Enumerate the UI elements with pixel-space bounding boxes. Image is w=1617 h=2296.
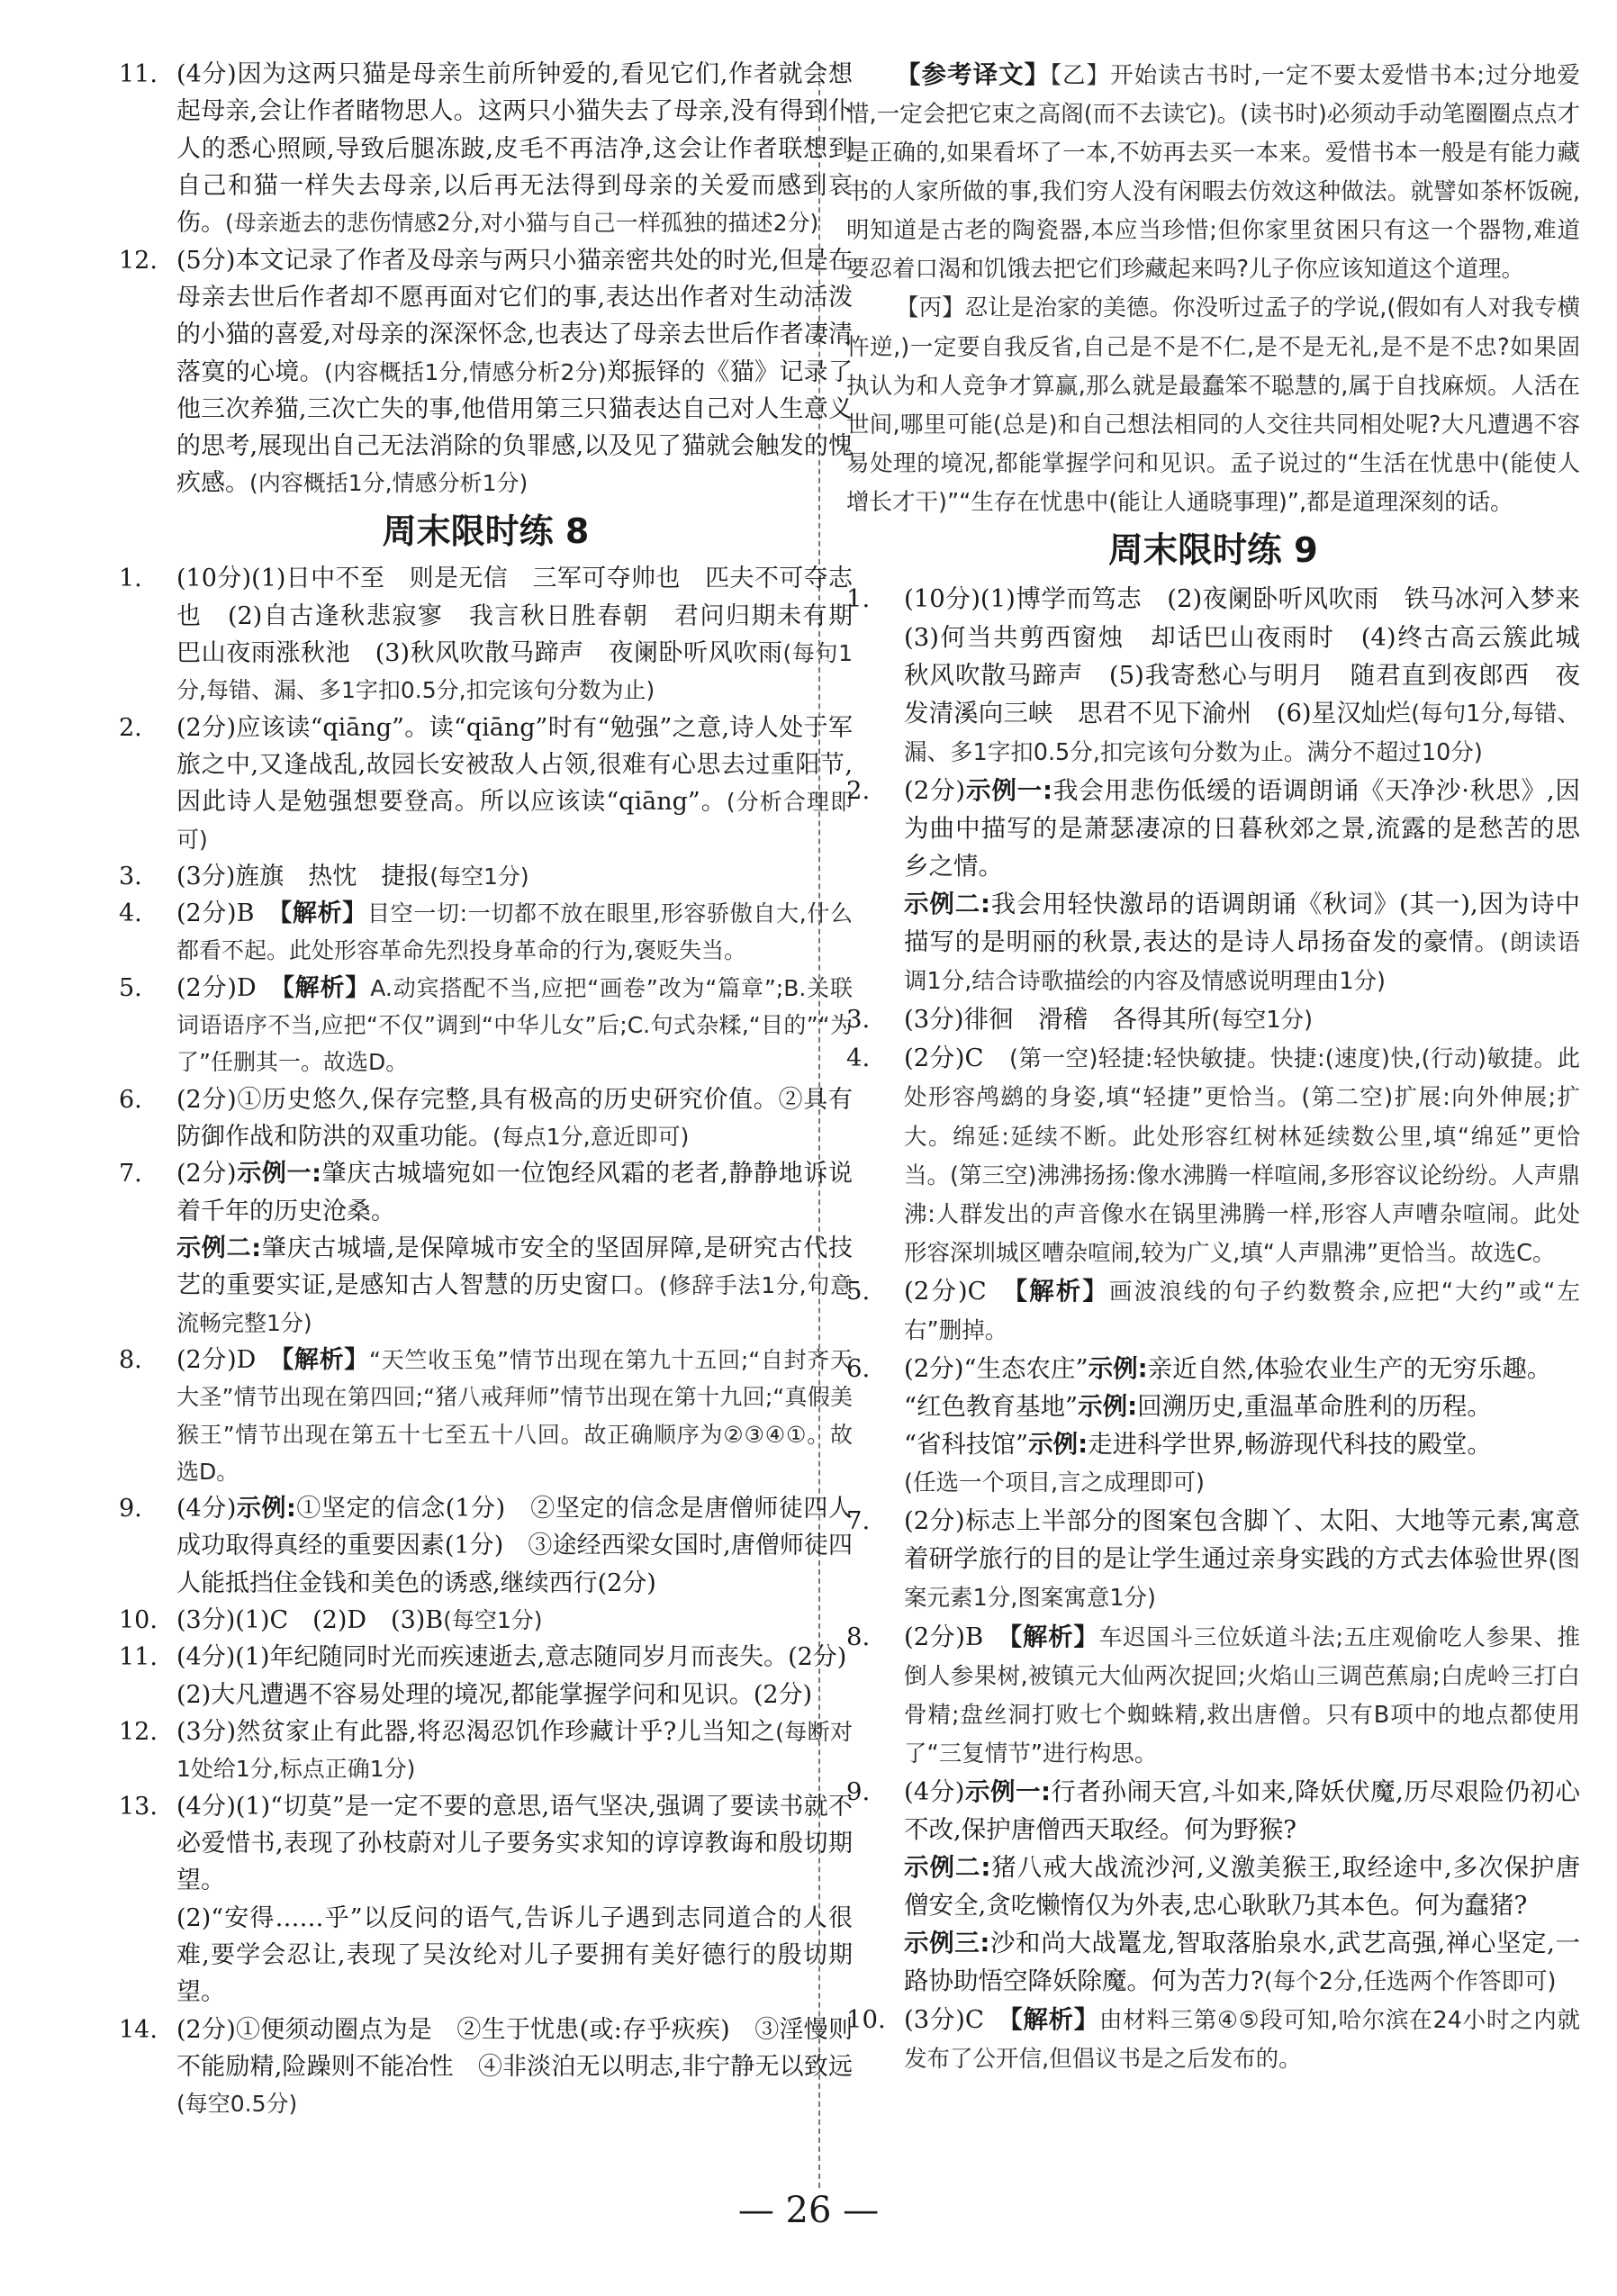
left-column [119, 56, 877, 2122]
s8-answer-8: 8. (2分)D 【解析】“天竺收玉兔”情节出现在第九十五回;“自封齐天大圣”情节出现在第四回;“猪八戒拜师”情节出现在第十九回;“真假美猴王”情节出现在第五十七至五十八回。故正确顺序为②③④①。故选D。 [119, 1345, 854, 1485]
s8-answer-9: 9. (4分)示例:①坚定的信念(1分) ②坚定的信念是唐僧师徒四人成功取得真经的重要因素(1分) ③途经西梁女国时,唐僧师徒四人能抵挡住金钱和美色的诱惑,继续西行(2分) [119, 1495, 853, 1597]
s9-answer-7: 7. (2分)标志上半部分的图案包含脚丫、太阳、大地等元素,寓意着研学旅行的目的是让学生通过亲身实践的方式去体验世界(图案元素1分,图案寓意1分) [846, 1506, 1581, 1613]
s9-answer-10: 10. (3分)C 【解析】由材料三第④⑤段可知,哈尔滨在24小时之内就发布了公开信,但倡议书是之后发布的。 [846, 2005, 1581, 2074]
s9-answer-1: 1. (10分)(1)博学而笃志 (2)夜阑卧听风吹雨 铁马冰河入梦来 (3)何当共剪西窗烛 却话巴山夜雨时 (4)终古高云簇此城 秋风吹散马蹄声 (5)我寄愁心与明月 随君直到夜郎西 夜发清溪向三峡 思君不见下渝州 (6)星汉灿烂(每句1分,每错、漏、多1字扣0.5分,扣完该句分数为止。满分不超过10分) [846, 584, 1605, 766]
translation-yi: 【参考译文】【乙】开始读古书时,一定不要太爱惜书本;过分地爱惜,一定会把它束之高阁(而不去读它)。(读书时)必须动手动笔圈圈点点才是正确的,如果看坏了一本,不妨再去买一本来。爱惜书本一般是有能力藏书的人家所做的事,我们穷人没有闲暇去仿效这种做法。就譬如茶杯饭碗,明知道是古老的陶瓷器,本应当珍惜;但你家里贫困只有这一个器物,难道要忍着口渴和饥饿去把它们珍藏起来吗?儿子你应该知道这个道理。 [846, 60, 1580, 284]
s8-answer-2: 2. (2分)应该读“qiāng”。读“qiāng”时有“勉强”之意,诗人处于军旅之中,又逢战乱,故园长安被敌人占领,很难有心思去过重阳节,因此诗人是勉强想要登高。所以应该读“qiāng”。(分析合理即可) [119, 713, 854, 853]
s8-answer-12: 12. (3分)然贫家止有此器,将忍渴忍饥作珍藏计乎?儿当知之(每断对1处给1分,标点正确1分) [119, 1718, 853, 1783]
s8-answer-14: 14. (2分)①便须动圈点为是 ②生于忧患(或:存乎疢疾) ③淫慢则不能励精,险躁则不能冶性 ④非淡泊无以明志,非宁静无以致远(每空0.5分) [119, 2015, 853, 2118]
s8-answer-5: 5. (2分)D 【解析】A.动宾搭配不当,应把“画卷”改为“篇章”;B.关联词语语序不当,应把“不仅”调到“中华儿女”后;C.句式杂糅,“目的”“为了”任删其一。故选D。 [119, 973, 854, 1076]
answer-12-prev: 12. (5分)本文记录了作者及母亲与两只小猫亲密共处的时光,但是在母亲去世后作者却不愿再面对它们的事,表达出作者对生动活泼的小猫的喜爱,对母亲的深深怀念,也表达了母亲去世后作者凄清落寞的心境。(内容概括1分,情感分析2分)郑振铎的《猫》记录了他三次养猫,三次亡失的事,他借用第三只猫表达自己对人生意义的思考,展现出自己无法消除的负罪感,以及见了猫就会触发的愧疚感。(内容概括1分,情感分析1分) [119, 246, 854, 498]
section-title-9: 周末限时练 9 [1108, 529, 1318, 571]
s9-answer-8: 8. (2分)B 【解析】车迟国斗三位妖道斗法;五庄观偷吃人参果、推倒人参果树,被镇元大仙两次捉回;火焰山三调芭蕉扇;白虎岭三打白骨精;盘丝洞打败七个蜘蛛精,救出唐僧。只有B项中的地点都使用了“三复情节”进行构思。 [846, 1622, 1580, 1767]
s9-answer-3: 3. (3分)徘徊 滑稽 各得其所(每空1分) [846, 1005, 1314, 1035]
s8-answer-13: 13. (4分)(1)“切莫”是一定不要的意思,语气坚决,强调了要读书就不必爱惜书,表现了孙枝蔚对儿子要务实求知的谆谆教诲和殷切期望。 (2)“安得……乎”以反问的语气,告诉儿子遇到志同道合的人很难,要学会忍让,表现了吴汝纶对儿子要拥有美好德行的殷切期望。 [119, 1792, 853, 2007]
s8-answer-7: 7. (2分)示例一:肇庆古城墙宛如一位饱经风霜的老者,静静地诉说着千年的历史沧桑。 示例二:肇庆古城墙,是保障城市安全的坚固屏障,是研究古代技艺的重要实证,是感知古人智慧的历史窗口。(修辞手法1分,句意流畅完整1分) [119, 1160, 853, 1336]
right-column [846, 56, 1605, 2078]
s9-answer-5: 5. (2分)C 【解析】画波浪线的句子约数赘余,应把“大约”或“左右”删掉。 [846, 1276, 1580, 1344]
s8-answer-10: 10. (3分)(1)C (2)D (3)B(每空1分) [119, 1606, 543, 1635]
page-number: — 26 — [737, 2190, 880, 2231]
s8-answer-1: 1. (10分)(1)日中不至 则是无信 三军可夺帅也 匹夫不可夺志也 (2)自古逢秋悲寂寥 我言秋日胜春朝 君问归期未有期 巴山夜雨涨秋池 (3)秋风吹散马蹄声 夜阑卧听风吹雨(每句1分,每错、漏、多1字扣0.5分,扣完该句分数为止) [119, 565, 877, 704]
s9-answer-4: 4. (2分)C (第一空)轻捷:轻快敏捷。快捷:(速度)快,(行动)敏捷。此处形容鸬鹚的身姿,填“轻捷”更恰当。(第二空)扩展:向外伸展;扩大。绵延:延续不断。此处形容红树林延续数公里,填“绵延”更恰当。(第三空)沸沸扬扬:像水沸腾一样喧闹,多形容议论纷纷。人声鼎沸:人群发出的声音像水在锅里沸腾一样,形容人声嘈杂喧闹。此处形容深圳城区嘈杂喧闹,较为广义,填“人声鼎沸”更恰当。故选C。 [846, 1044, 1580, 1267]
answer-11-prev: 11. (4分)因为这两只猫是母亲生前所钟爱的,看见它们,作者就会想起母亲,会让作者睹物思人。这两只小猫失去了母亲,没有得到仆人的悉心照顾,导致后腿冻跛,皮毛不再洁净,这会让作者联想到自己和猫一样失去母亲,以后再无法得到母亲的关爱而感到哀伤。(母亲逝去的悲伤情感2分,对小猫与自己一样孤独的描述2分) [119, 60, 853, 238]
translation-bing: 【丙】忍让是治家的美德。你没听过孟子的学说,(假如有人对我专横忤逆,)一定要自我反省,自己是不是不仁,是不是无礼,是不是不忠?如果固执认为和人竞争才算赢,那么就是最蠢笨不聪慧的,属于自找麻烦。人活在世间,哪里可能(总是)和自己想法相同的人交往共同相处呢?大凡遭遇不容易处理的境况,都能掌握学问和见识。孟子说过的“生活在忧患中(能使人增长才干)”“生存在忧患中(能让人通晓事理)”,都是道理深刻的话。 [846, 294, 1580, 516]
s8-answer-4: 4. (2分)B 【解析】目空一切:一切都不放在眼里,形容骄傲自大,什么都看不起。此处形容革命先烈投身革命的行为,褒贬失当。 [119, 899, 853, 964]
s9-answer-6: 6. (2分)“生态农庄”示例:亲近自然,体验农业生产的无穷乐趣。 “红色教育基地”示例:回溯历史,重温革命胜利的历程。 “省科技馆”示例:走进科学世界,畅游现代科技的殿堂。 (任选一个项目,言之成理即可) [846, 1354, 1552, 1497]
s9-answer-2: 2. (2分)示例一:我会用悲伤低缓的语调朗诵《天净沙·秋思》,因为曲中描写的是萧瑟凄凉的日暮秋郊之景,流露的是愁苦的思乡之情。 示例二:我会用轻快激昂的语调朗诵《秋词》(其一),因为诗中描写的是明丽的秋景,表达的是诗人昂扬奋发的豪情。(朗读语调1分,结合诗歌描绘的内容及情感说明理由1分) [846, 775, 1581, 996]
s9-answer-9: 9. (4分)示例一:行者孙闹天宫,斗如来,降妖伏魔,历尽艰险仍初心不改,保护唐僧西天取经。何为野猴? 示例二:猪八戒大战流沙河,义激美猴王,取经途中,多次保护唐僧安全,贪吃懒惰仅为外表,忠心耿耿乃其本色。何为蠢猪? 示例三:沙和尚大战鼍龙,智取落胎泉水,武艺高强,禅心坚定,一路协助悟空降妖除魔。何为苦力?(每个2分,任选两个作答即可) [846, 1776, 1580, 1996]
s8-answer-6: 6. (2分)①历史悠久,保存完整,具有极高的历史研究价值。②具有防御作战和防洪的双重功能。(每点1分,意近即可) [119, 1085, 853, 1152]
s8-answer-11: 11. (4分)(1)年纪随同时光而疾速逝去,意志随同岁月而丧失。(2分) (2)大凡遭遇不容易处理的境况,都能掌握学问和见识。(2分) [119, 1643, 847, 1709]
s8-answer-3: 3. (3分)旌旗 热忱 捷报(每空1分) [119, 862, 529, 890]
section-title-8: 周末限时练 8 [382, 511, 590, 551]
